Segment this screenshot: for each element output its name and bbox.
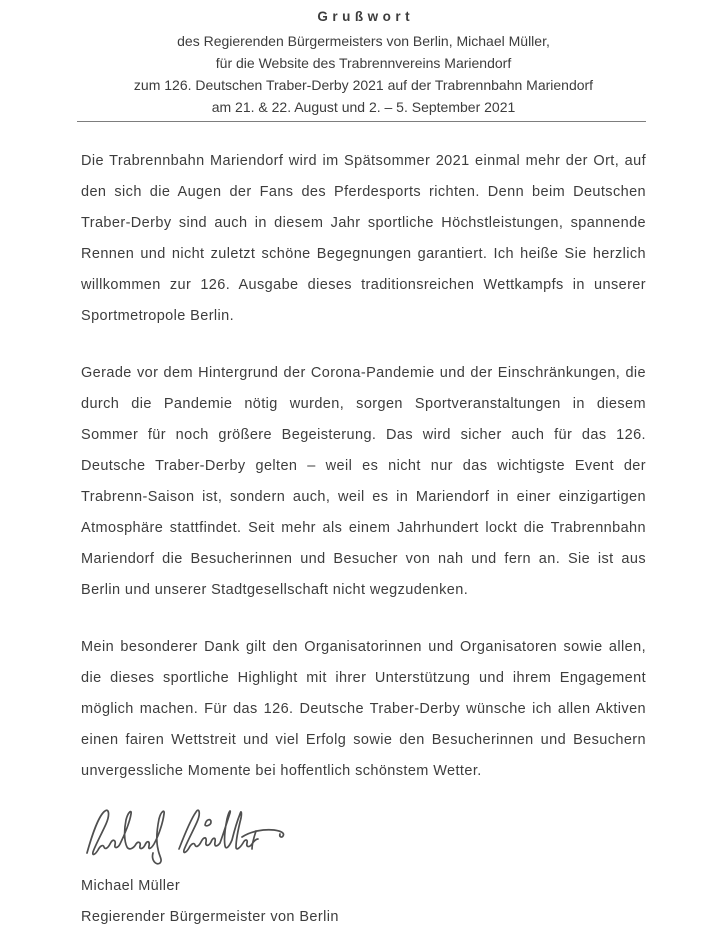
body-paragraph-2: Gerade vor dem Hintergrund der Corona-Pandemie und der Einschränkungen, die durch die Pandemie nötig wurden, sorgen Sportveranstaltungen in diesem Sommer für noch größere Begeisterung. Das wird sicher auch für das 126. Deutsche Traber-Derby gelten – weil es nicht nur das wichtigste Event der Trabrenn-Saison ist, sondern auch, weil es in Mariendorf in einer einzigartigen Atmosphäre stattfindet. Seit mehr als einem Jahrhundert lockt die Trabrennbahn Mariendorf die Besucherinnen und Besucher von nah und fern an. Sie ist aus Berlin und unserer Stadtgesellschaft nicht wegzudenken. (81, 365, 646, 598)
body-paragraph-3: Mein besonderer Dank gilt den Organisatorinnen und Organisatoren sowie allen, die dieses sportliche Highlight mit ihrer Unterstützung und ihrem Engagement möglich machen. Für das 126. Deutsche Traber-Derby wünsche ich allen Aktiven einen fairen Wettstreit und viel Erfolg sowie den Besucherinnen und Besuchern unvergessliche Momente bei hoffentlich schönstem Wetter. (81, 639, 646, 779)
greeting-header (81, 9, 646, 118)
subtitle-line-1: des Regierenden Bürgermeisters von Berlin, Michael Müller, (177, 33, 550, 49)
subtitle-line-2: für die Website des Trabrennvereins Mariendorf (215, 55, 512, 71)
subtitle-line-4: am 21. & 22. August und 2. – 5. September 2021 (211, 99, 516, 115)
handwritten-signature-image (83, 803, 291, 867)
signatory-name: Michael Müller (81, 878, 181, 894)
header-divider-rule (77, 121, 646, 122)
signature-block (81, 803, 646, 933)
signatory-role: Regierender Bürgermeister von Berlin (81, 909, 339, 925)
greeting-title: Grußwort (317, 9, 415, 24)
body-paragraph-1: Die Trabrennbahn Mariendorf wird im Spätsommer 2021 einmal mehr der Ort, auf den sich die Augen der Fans des Pferdesports richten. Denn beim Deutschen Traber-Derby sind auch in diesem Jahr sportliche Höchstleistungen, spannende Rennen und nicht zuletzt schöne Begegnungen garantiert. Ich heiße Sie herzlich willkommen zur 126. Ausgabe dieses traditionsreichen Wettkampfs in unserer Sportmetropole Berlin. (81, 153, 646, 324)
letter-body (81, 146, 646, 787)
subtitle-line-3: zum 126. Deutschen Traber-Derby 2021 auf der Trabrennbahn Mariendorf (133, 77, 594, 93)
